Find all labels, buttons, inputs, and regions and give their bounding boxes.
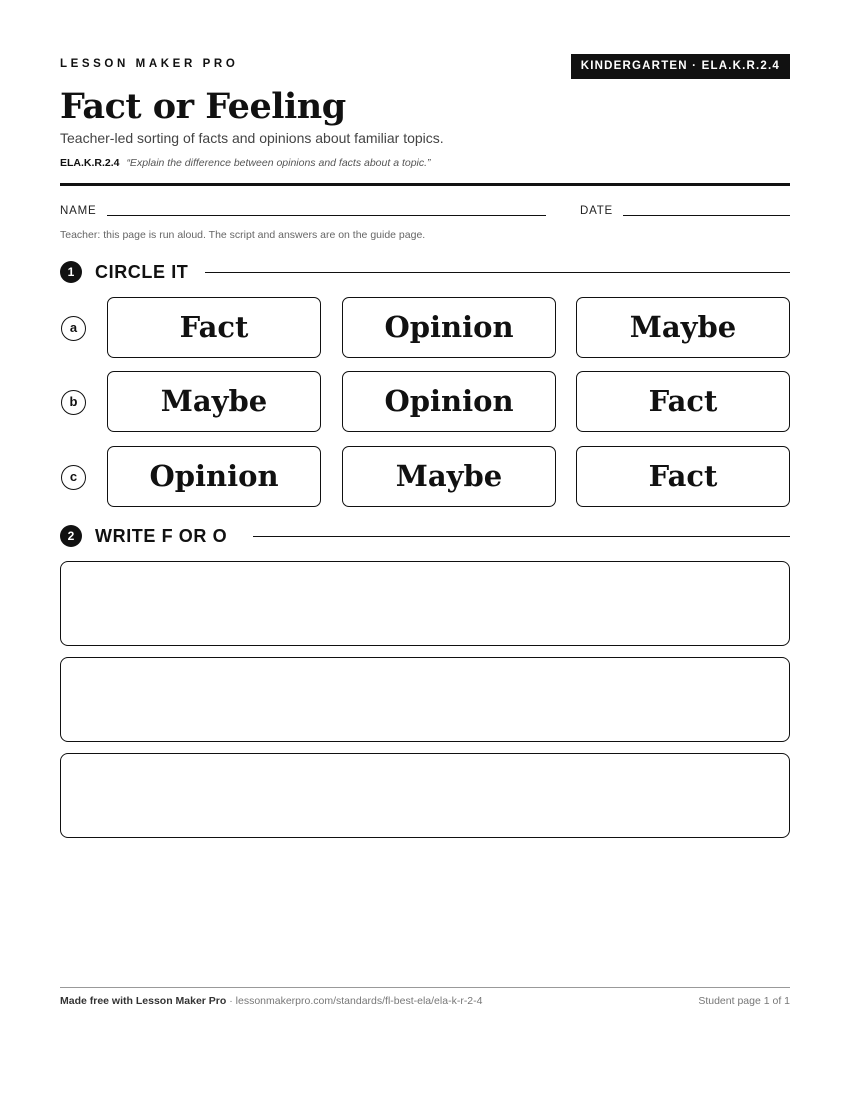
page-title: Fact or Feeling: [60, 86, 346, 127]
row-letter-badge: c: [61, 465, 86, 490]
choice-card[interactable]: Fact: [107, 297, 321, 358]
row-letter-badge: b: [61, 390, 86, 415]
choice-card[interactable]: Maybe: [576, 297, 790, 358]
standard-quote: “Explain the difference between opinions and facts about a topic.”: [126, 157, 431, 169]
circle-row-c: [60, 446, 790, 508]
section-number-badge: 2: [60, 525, 82, 547]
choice-card[interactable]: Maybe: [107, 371, 321, 432]
header-divider: [60, 183, 790, 186]
footer-made-with: Made free with Lesson Maker Pro: [60, 995, 227, 1007]
standard-code: ELA.K.R.2.4: [60, 157, 120, 169]
teacher-note: Teacher: this page is run aloud. The script and answers are on the guide page.: [60, 229, 426, 241]
choice-card[interactable]: Maybe: [342, 446, 556, 507]
answer-box-1[interactable]: [60, 561, 790, 646]
circle-row-b: [60, 371, 790, 433]
answer-box-3[interactable]: [60, 753, 790, 838]
choice-card[interactable]: Opinion: [107, 446, 321, 507]
section-divider: [253, 536, 790, 537]
worksheet-page: [60, 0, 790, 1100]
section-circle-it-header: [60, 261, 790, 283]
name-field[interactable]: [107, 215, 546, 216]
grade-standard-badge: KINDERGARTEN · ELA.K.R.2.4: [571, 54, 790, 79]
footer-url[interactable]: · lessonmakerpro.com/standards/fl-best-ela/ela-k-r-2-4: [226, 995, 483, 1007]
choice-card[interactable]: Fact: [576, 446, 790, 507]
choice-card[interactable]: Opinion: [342, 371, 556, 432]
footer-page-label: Student page 1 of 1: [698, 995, 790, 1007]
section-title: WRITE F OR O: [95, 526, 228, 546]
choice-card[interactable]: Opinion: [342, 297, 556, 358]
circle-row-a: [60, 297, 790, 359]
section-divider: [205, 272, 790, 273]
brand-name: LESSON MAKER PRO: [60, 58, 239, 70]
section-number-badge: 1: [60, 261, 82, 283]
name-date-row: [60, 204, 790, 220]
name-label: NAME: [60, 205, 97, 217]
footer-credit: [60, 995, 483, 1007]
date-label: DATE: [580, 205, 614, 217]
standard-line: [60, 157, 431, 169]
row-letter-badge: a: [61, 316, 86, 341]
section-write-header: [60, 525, 790, 547]
answer-box-2[interactable]: [60, 657, 790, 742]
page-subtitle: Teacher-led sorting of facts and opinions about familiar topics.: [60, 130, 444, 146]
footer-divider: [60, 987, 790, 988]
date-field[interactable]: [623, 215, 790, 216]
section-title: CIRCLE IT: [95, 262, 189, 282]
choice-card[interactable]: Fact: [576, 371, 790, 432]
